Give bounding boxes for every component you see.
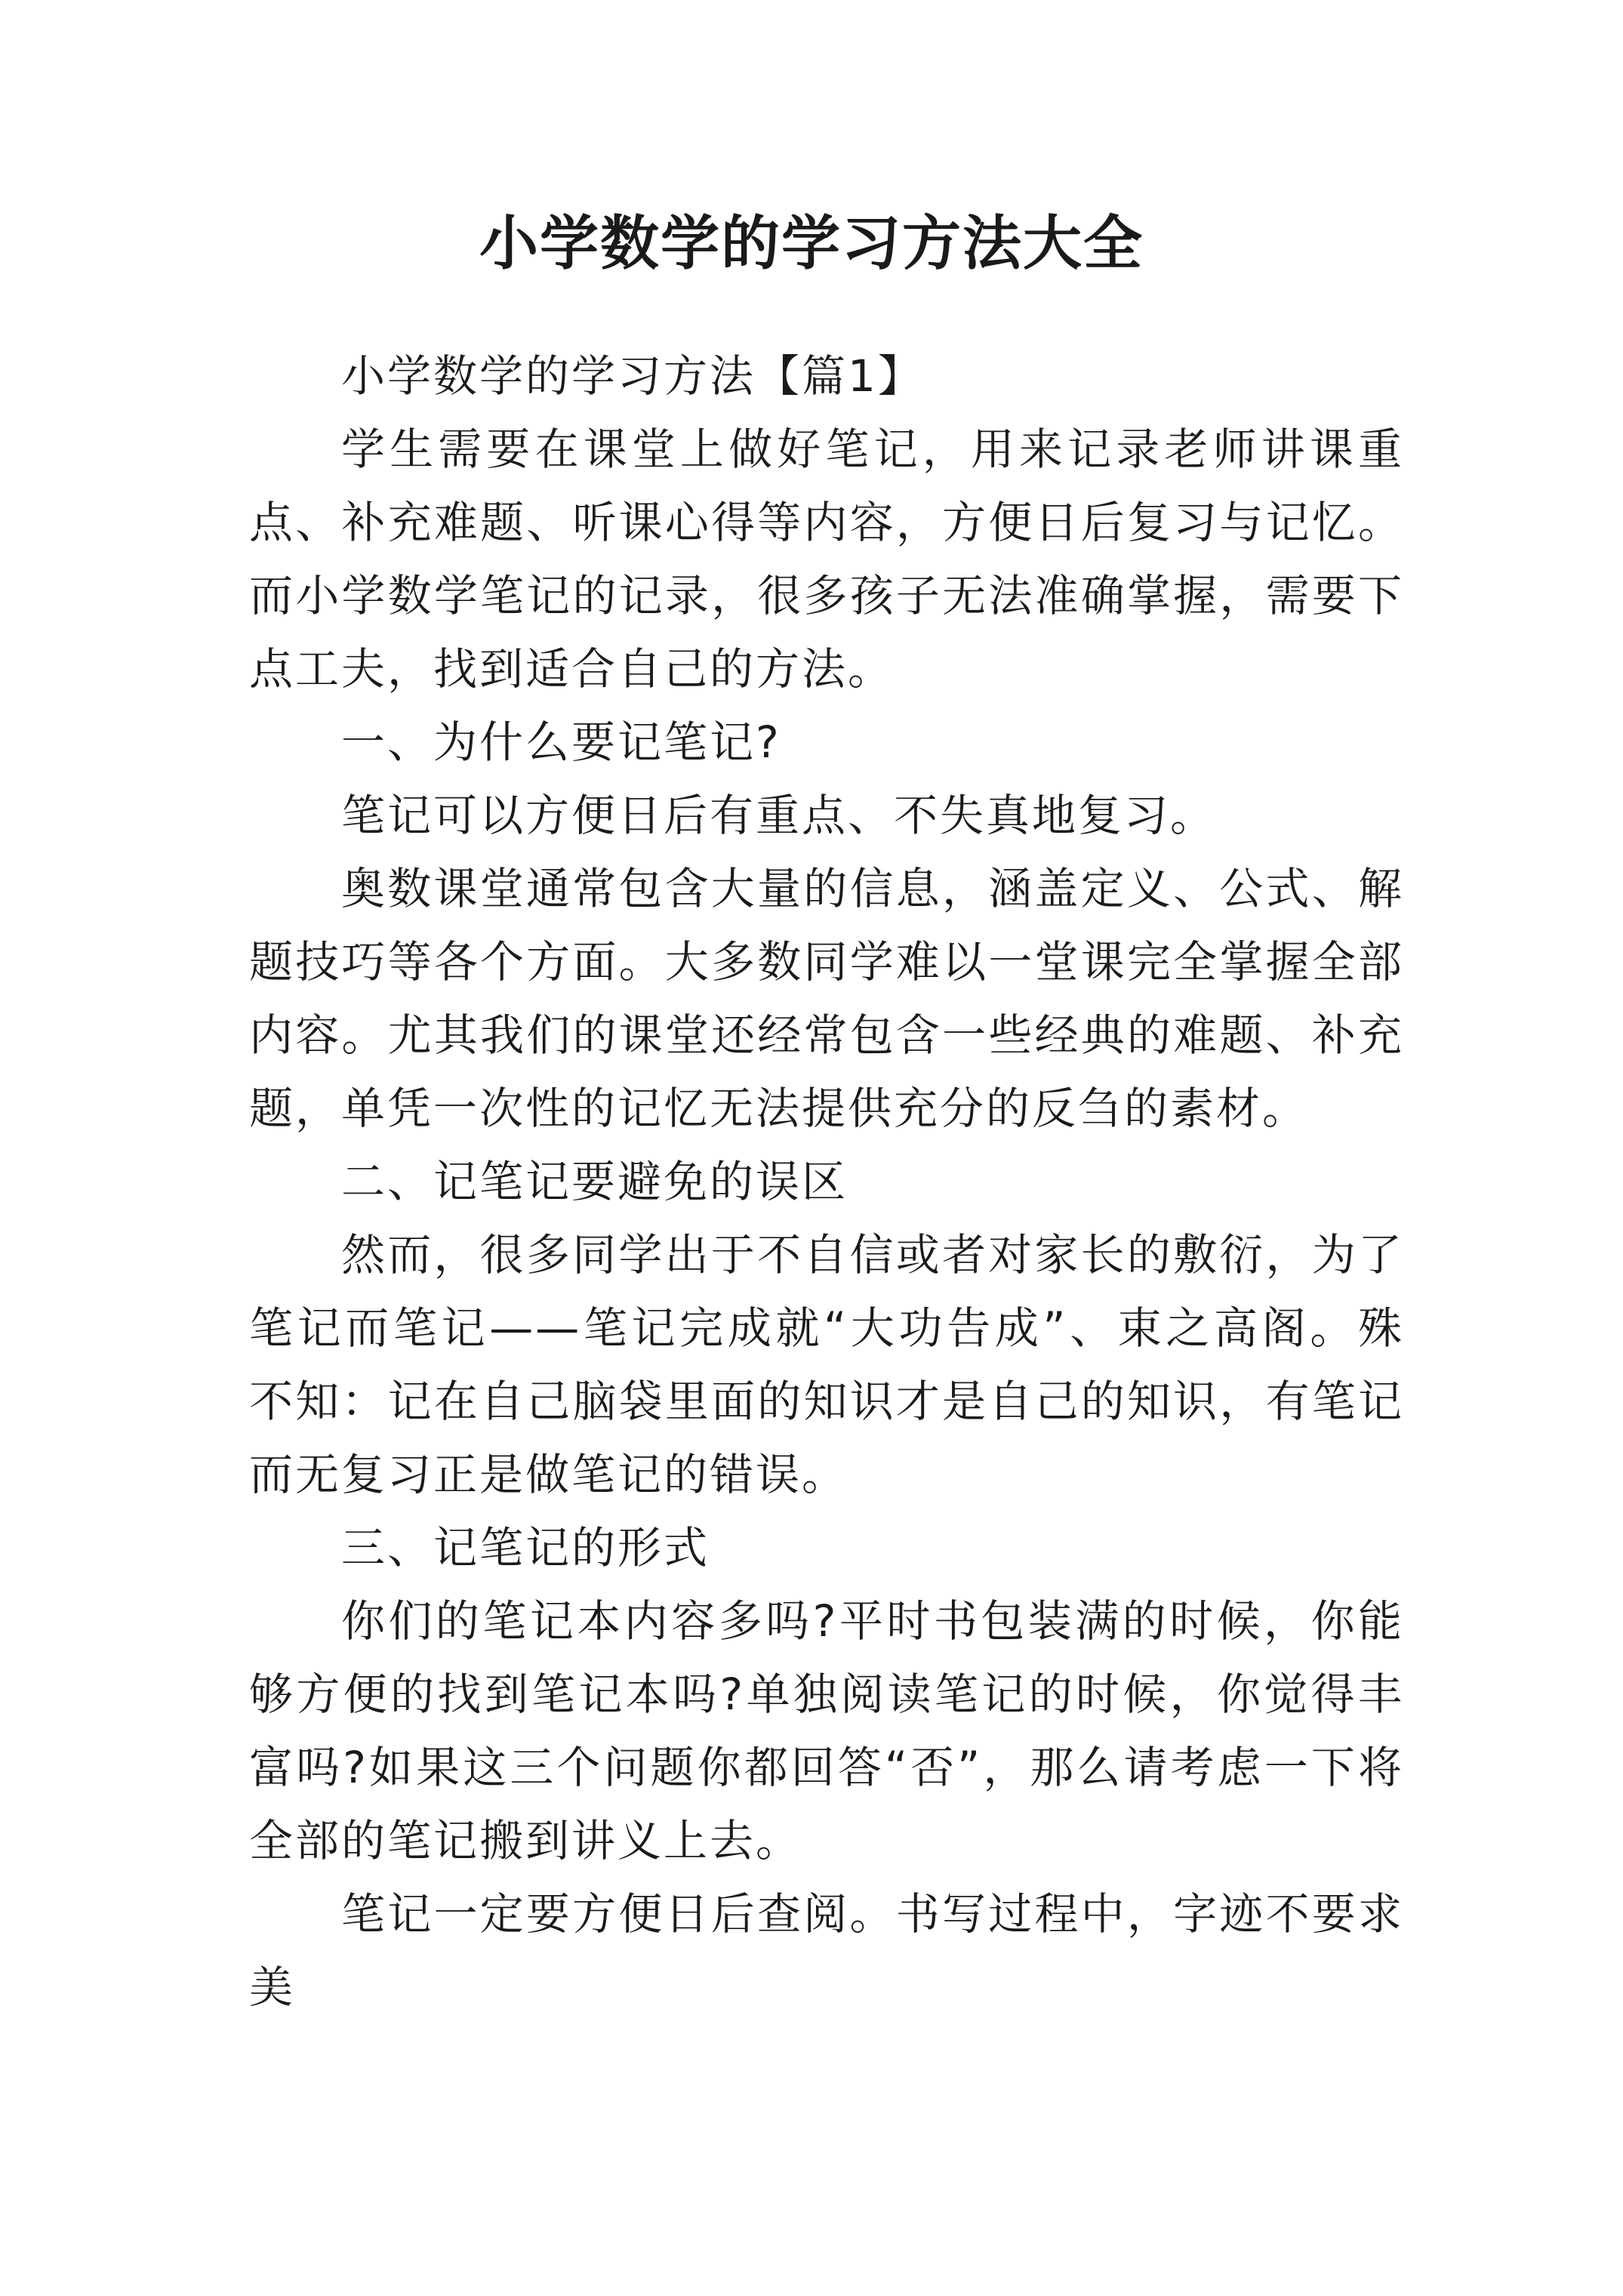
paragraph: 你们的笔记本内容多吗?平时书包装满的时候，你能够方便的找到笔记本吗?单独阅读笔记的时候，你觉得丰富吗?如果这三个问题你都回答“否”，那么请考虑一下将全部的笔记搬到讲义上去。 xyxy=(249,1595,1404,1866)
paragraph: 奥数课堂通常包含大量的信息，涵盖定义、公式、解题技巧等各个方面。大多数同学难以一堂课完全掌握全部内容。尤其我们的课堂还经常包含一些经典的难题、补充题，单凭一次性的记忆无法提供充分的反刍的素材。 xyxy=(249,863,1404,1134)
section-heading: 三、记笔记的形式 xyxy=(341,1522,710,1573)
paragraph: 笔记可以方便日后有重点、不失真地复习。 xyxy=(341,790,1217,841)
section-heading: 二、记笔记要避免的误区 xyxy=(341,1156,848,1207)
paragraph: 然而，很多同学出于不自信或者对家长的敷衍，为了笔记而笔记——笔记完成就“大功告成”、束之高阁。殊不知：记在自己脑袋里面的知识才是自己的知识，有笔记而无复习正是做笔记的错误。 xyxy=(249,1229,1404,1500)
paragraph: 笔记一定要方便日后查阅。书写过程中，字迹不要求美 xyxy=(249,1888,1404,2013)
document-body xyxy=(249,340,1404,2024)
paragraph: 学生需要在课堂上做好笔记，用来记录老师讲课重点、补充难题、听课心得等内容，方便日后复习与记忆。而小学数学笔记的记录，很多孩子无法准确掌握，需要下点工夫，找到适合自己的方法。 xyxy=(249,424,1404,695)
section-heading: 小学数学的学习方法【篇1】 xyxy=(341,350,924,402)
section-heading: 一、为什么要记笔记? xyxy=(341,717,781,768)
document-title: 小学数学的学习方法大全 xyxy=(479,209,1144,278)
